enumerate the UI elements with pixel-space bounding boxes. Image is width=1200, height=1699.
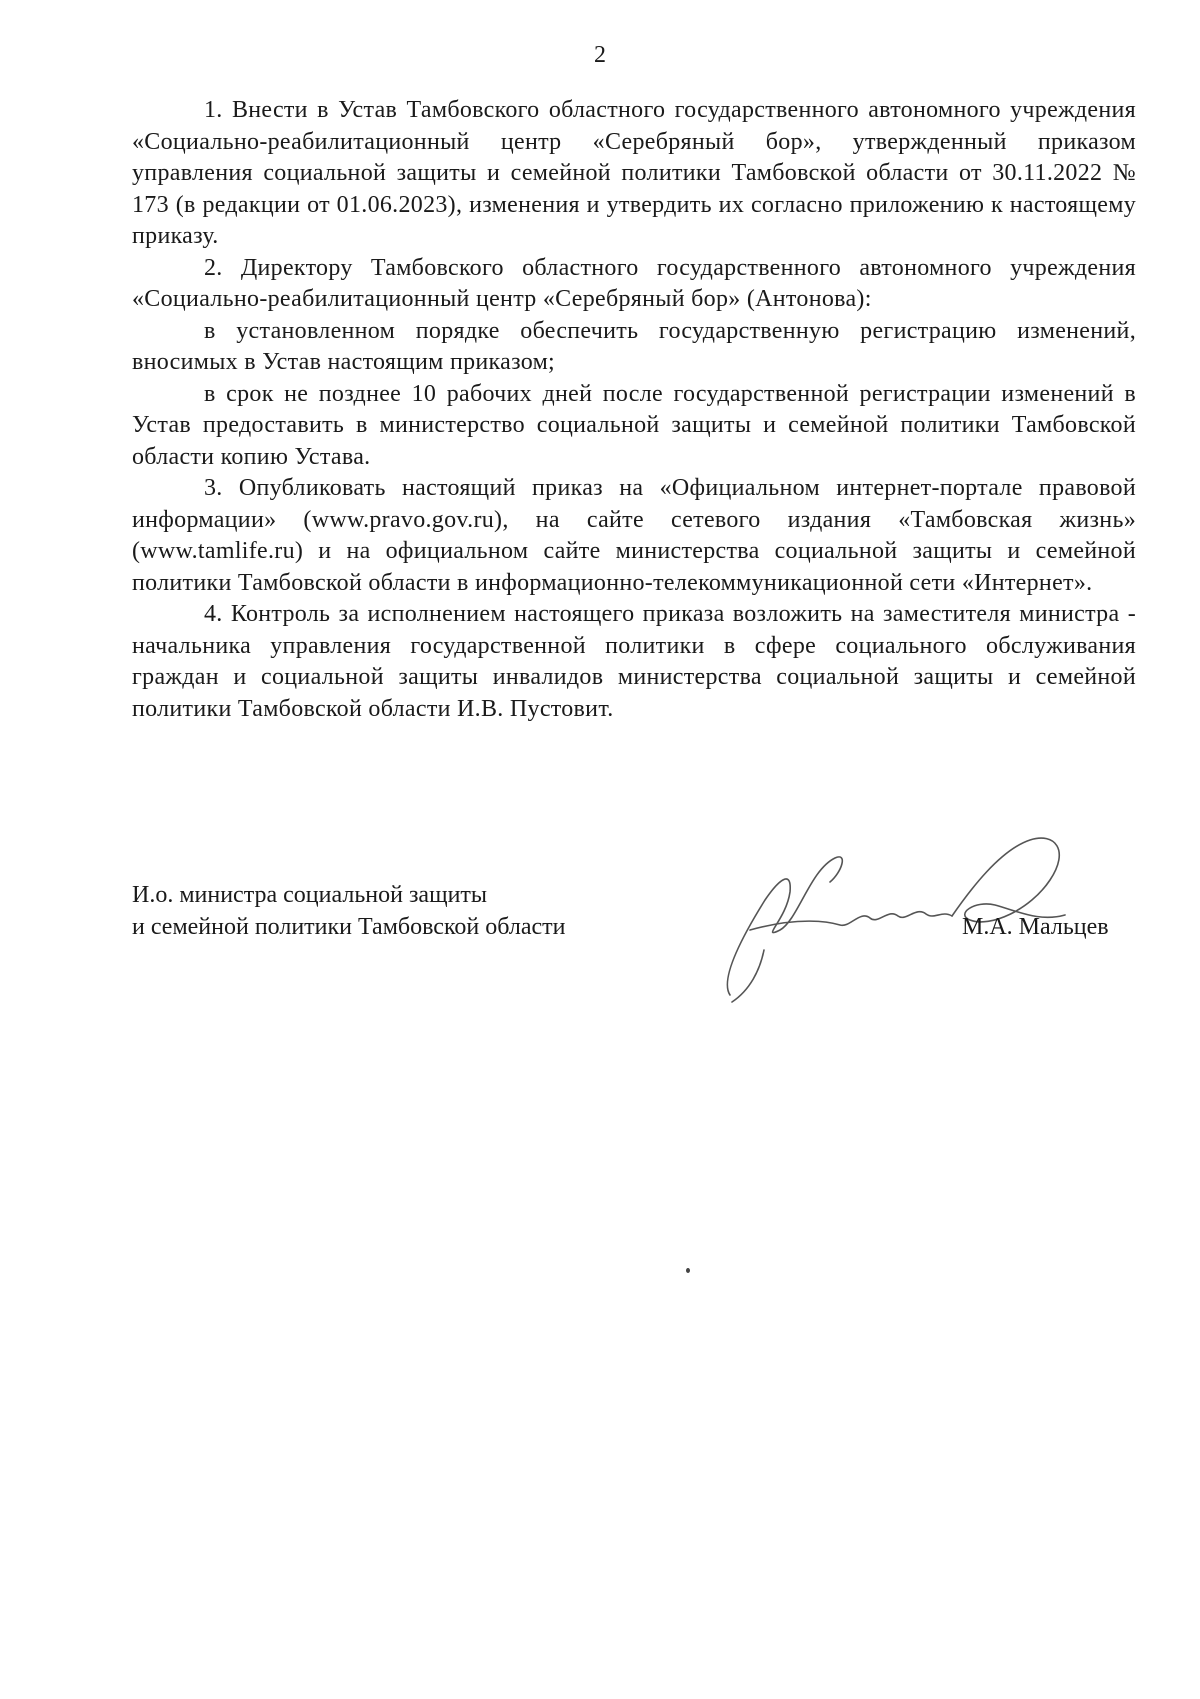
paragraph-3: 3. Опубликовать настоящий приказ на «Официальном интернет-портале правовой информации» (www.pravo.gov.ru), на сайте сетевого издания «Тамбовская жизнь» (www.tamlife.ru) и на официальном сайте министерства социальной защиты и семейной политики Тамбовской области в информационно-телекоммуникационной сети «Интернет».: [132, 475, 1136, 596]
document-body: [132, 95, 1136, 725]
page-number: 2: [594, 42, 606, 68]
paragraph-2-sub-1: в установленном порядке обеспечить государственную регистрацию изменений, вносимых в Устав настоящим приказом;: [132, 317, 1136, 375]
signatory-position-line-1: И.о. министра социальной защиты: [132, 882, 488, 908]
signatory-position: [132, 880, 565, 943]
signatory-position-line-2: и семейной политики Тамбовской области: [132, 913, 566, 940]
paragraph-2-sub-2: в срок не позднее 10 рабочих дней после государственной регистрации изменений в Устав предоставить в министерство социальной защиты и семейной политики Тамбовской области копию Устава.: [132, 380, 1136, 470]
scan-speck: [686, 1268, 690, 1273]
paragraph-1: 1. Внести в Устав Тамбовского областного государственного автономного учреждения «Социально-реабилитационный центр «Серебряный бор», утвержденный приказом управления социальной защиты и семейной политики Тамбовской области от 30.11.2022 № 173 (в редакции от 01.06.2023), изменения и утвердить их согласно приложению к настоящему приказу.: [132, 97, 1136, 249]
paragraph-2: 2. Директору Тамбовского областного государственного автономного учреждения «Социально-реабилитационный центр «Серебряный бор» (Антонова):: [132, 254, 1136, 312]
signatory-name: М.А. Мальцев: [962, 914, 1109, 940]
paragraph-4: 4. Контроль за исполнением настоящего приказа возложить на заместителя министра - начальника управления государственной политики в сфере социального обслуживания граждан и социальной защиты инвалидов министерства социальной защиты и семейной политики Тамбовской области И.В. Пустовит.: [132, 601, 1136, 722]
